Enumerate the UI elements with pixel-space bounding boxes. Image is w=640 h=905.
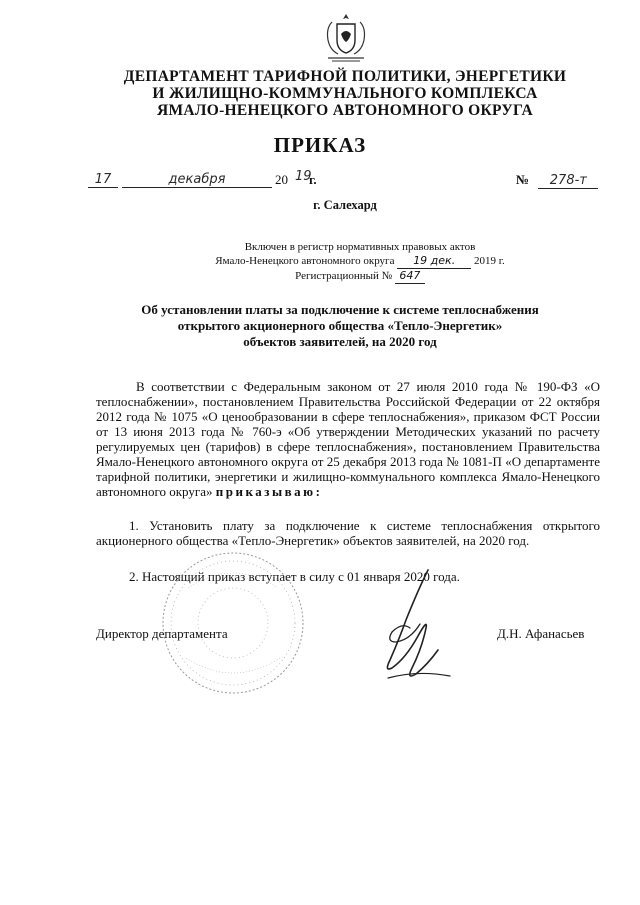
registry-label: Регистрационный № — [295, 270, 393, 282]
subject-line1: Об установлении платы за подключение к системе теплоснабжения — [141, 302, 539, 317]
handwritten-signature-icon — [368, 568, 468, 698]
date-year-prefix: 20 — [275, 172, 288, 187]
registry-note — [190, 240, 530, 284]
signatory-role: Директор департамента — [96, 626, 228, 641]
city: г. Салехард — [313, 198, 377, 212]
coat-of-arms-icon — [318, 12, 374, 64]
registry-number: 647 — [395, 269, 425, 284]
subject-line2: открытого акционерного общества «Тепло-Энергетик» — [177, 318, 503, 333]
number-sign: № — [516, 172, 530, 187]
preamble-text: В соответствии с Федеральным законом от 27 июля 2010 года № 190-ФЗ «О теплоснабжении», постановлением Правительства Российской Федерации от 22 октября 2012 года № 1075 «О ценообразовании в сфере теплоснабжения», приказом ФСТ России от 13 июня 2013 года № 760-э «Об утверждении Методических указаний по расчету регулируемых цен (тарифов) в сфере теплоснабжения», постановлением Правительства Ямало-Ненецкого автономного округа от 25 декабря 2013 года № 1081-П «О департаменте тарифной политики, энергетики и жилищно-коммунального комплекса Ямало-Ненецкого автономного округа» — [96, 379, 600, 499]
department-name-line1: ДЕПАРТАМЕНТ ТАРИФНОЙ ПОЛИТИКИ, ЭНЕРГЕТИКИ — [123, 68, 567, 85]
registry-line1: Включен в регистр нормативных правовых актов — [244, 241, 476, 253]
document-title: ПРИКАЗ — [273, 133, 367, 157]
signatory-name: Д.Н. Афанасьев — [497, 626, 585, 641]
department-name-line2: И ЖИЛИЩНО-КОММУНАЛЬНОГО КОМПЛЕКСА — [152, 85, 538, 102]
registry-region: Ямало-Ненецкого автономного округа — [215, 255, 395, 267]
subject-line3: объектов заявителей, на 2020 год — [243, 334, 437, 349]
stamp-seal-icon — [158, 548, 308, 698]
date-year-mark: г. — [309, 172, 317, 187]
clause-1: 1. Установить плату за подключение к системе теплоснабжения открытого акционерного общества «Тепло-Энергетик» объектов заявителей, на 2020 год. — [96, 518, 600, 548]
date-year-suffix: 19 — [295, 169, 312, 184]
department-name-line3: ЯМАЛО-НЕНЕЦКОГО АВТОНОМНОГО ОКРУГА — [156, 102, 534, 119]
registry-year: 2019 г. — [473, 255, 505, 267]
order-word: приказываю: — [215, 484, 323, 499]
registry-line2 — [190, 254, 530, 269]
date-day: 17 — [88, 172, 118, 188]
order-subject — [90, 302, 590, 350]
registry-date: 19 дек. — [397, 254, 471, 269]
number-value: 278-т — [538, 173, 598, 189]
date-month: декабря — [122, 172, 272, 188]
preamble-paragraph — [96, 379, 600, 499]
clause-2: 2. Настоящий приказ вступает в силу с 01 января 2020 года. — [129, 569, 460, 584]
registry-line3 — [190, 269, 530, 284]
order-number — [516, 172, 598, 189]
